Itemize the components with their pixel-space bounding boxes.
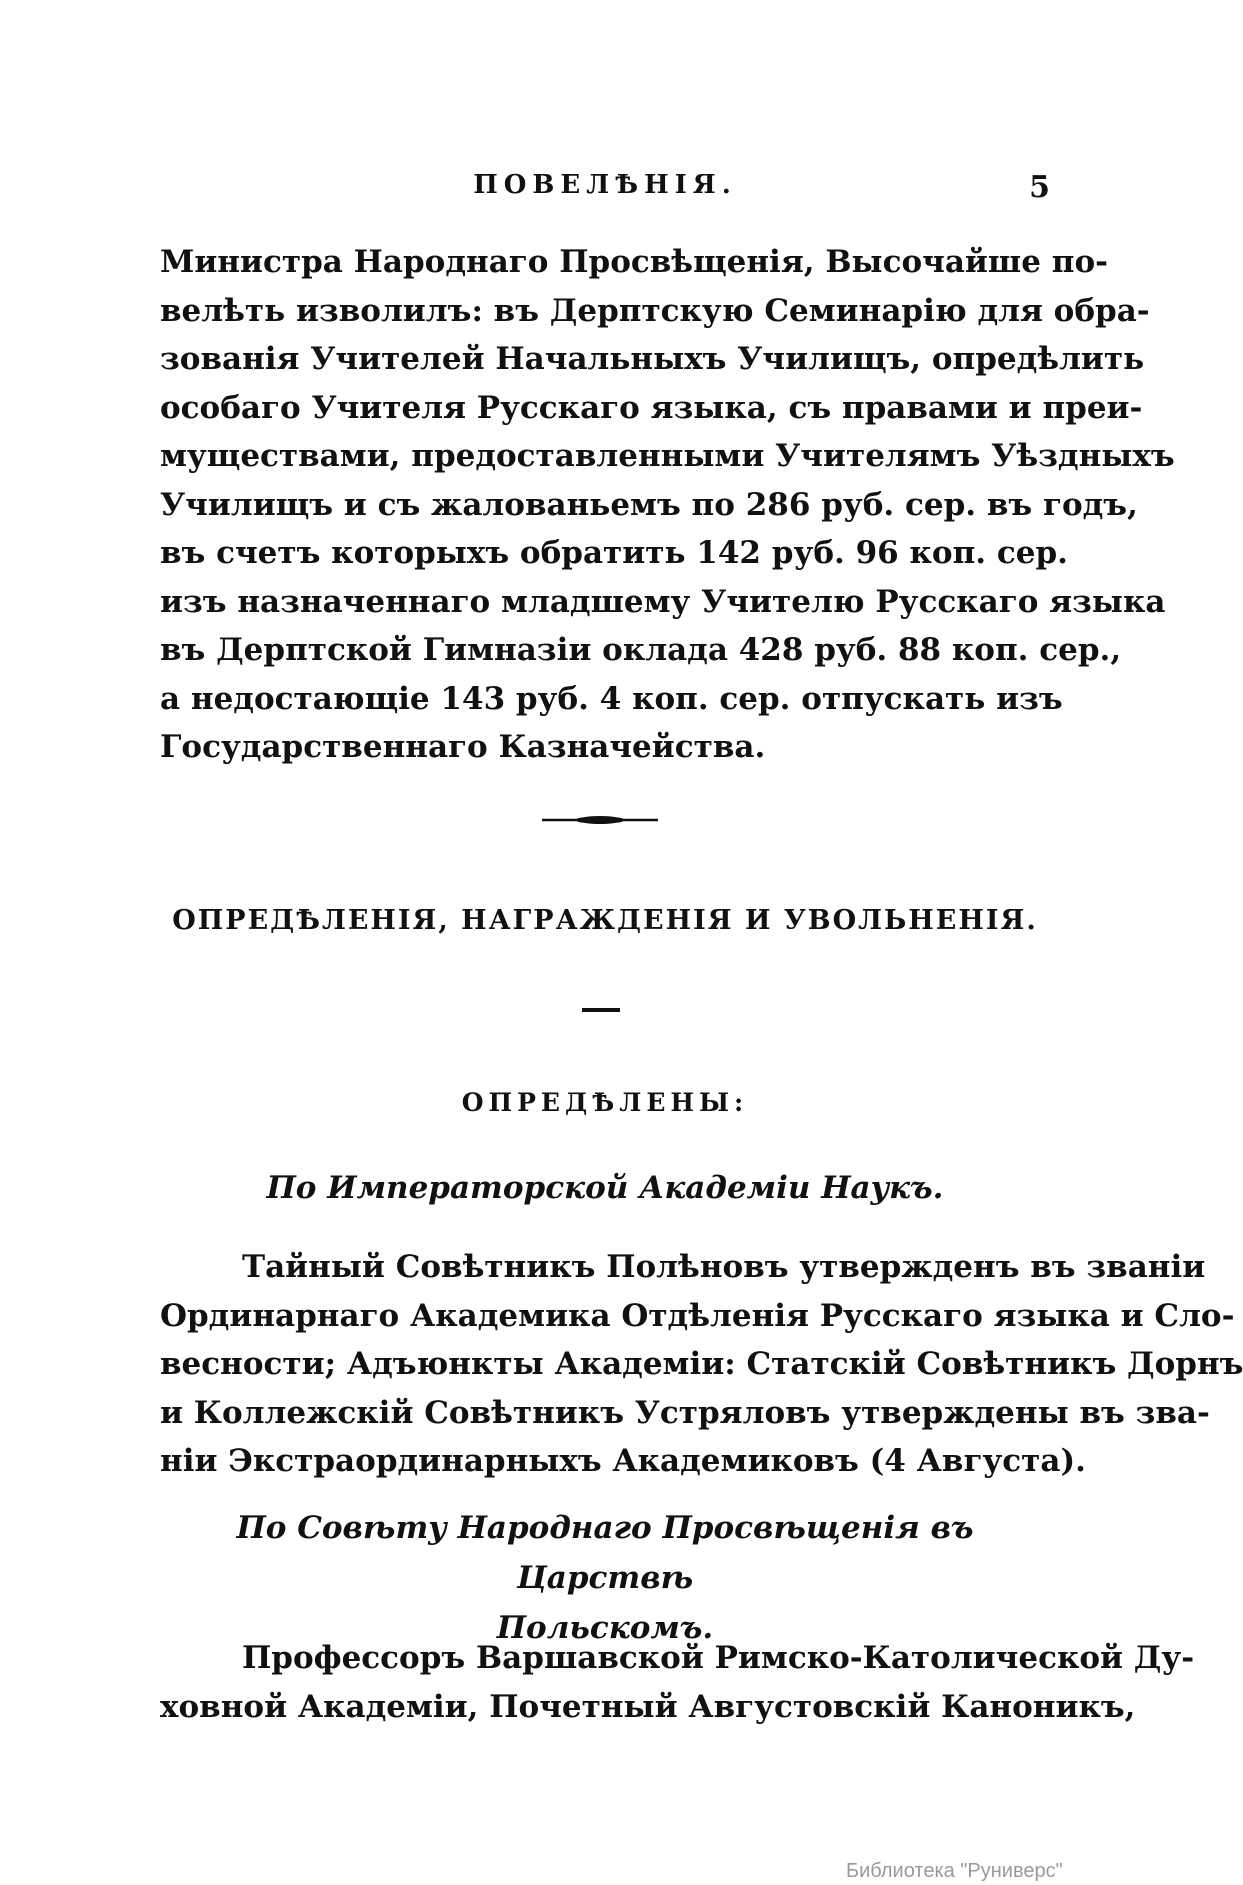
text-line: велѣть изволилъ: въ Дерптскую Семинарію для обра- xyxy=(160,292,1150,329)
text-line: Училищъ и съ жалованьемъ по 286 руб. сер. въ годъ, xyxy=(160,486,1138,523)
text-line: Профессоръ Варшавской Римско-Католической Ду- xyxy=(242,1640,1195,1676)
section-heading: ОПРЕДѢЛЕНІЯ, НАГРАЖДЕНІЯ И УВОЛЬНЕНІЯ. xyxy=(172,905,1038,936)
text-line: Министра Народнаго Просвѣщенія, Высочайше по- xyxy=(160,244,1108,280)
text-line: а недостающіе 143 руб. 4 коп. сер. отпускать изъ xyxy=(160,680,1063,717)
text-line: муществами, предоставленными Учителямъ Уѣздныхъ xyxy=(160,438,1175,474)
paragraph-council xyxy=(160,1634,1195,1731)
council-heading-line: Польскомъ. xyxy=(496,1610,714,1646)
academy-heading: По Императорской Академіи Наукъ. xyxy=(266,1170,944,1206)
running-title: ПОВЕЛѢНІЯ. xyxy=(473,170,737,200)
text-line: ховной Академіи, Почетный Августовскій Каноникъ, xyxy=(160,1688,1136,1725)
library-watermark: Библиотека "Руниверс" xyxy=(846,1860,1063,1882)
paragraph-academy xyxy=(160,1243,1243,1486)
council-heading xyxy=(160,1503,1050,1653)
text-line: въ Дерптской Гимназіи оклада 428 руб. 88 коп. сер., xyxy=(160,632,1122,668)
text-line: зованія Учителей Начальныхъ Училищъ, опредѣлить xyxy=(160,341,1145,377)
text-line: изъ назначеннаго младшему Учителю Русскаго языка xyxy=(160,583,1166,620)
text-line: особаго Учителя Русскаго языка, съ правами и преи- xyxy=(160,389,1143,426)
running-head xyxy=(160,170,1050,210)
subheading-appointed: ОПРЕДѢЛЕНЫ: xyxy=(461,1088,749,1117)
text-line: Ординарнаго Академика Отдѣленія Русскаго языка и Сло- xyxy=(160,1297,1235,1334)
ornament-divider-icon xyxy=(540,812,660,828)
paragraph-decree xyxy=(160,238,1175,772)
text-line: Тайный Совѣтникъ Полѣновъ утвержденъ въ званіи xyxy=(242,1249,1206,1285)
text-line: Государственнаго Казначейства. xyxy=(160,729,766,765)
council-heading-line: По Совѣту Народнаго Просвѣщенія въ Царствѣ xyxy=(236,1510,974,1596)
text-line: въ счетъ которыхъ обратить 142 руб. 96 коп. сер. xyxy=(160,535,1068,571)
text-line: и Коллежскій Совѣтникъ Устряловъ утверждены въ зва- xyxy=(160,1394,1210,1431)
short-rule-divider xyxy=(582,1008,620,1012)
text-line: весности; Адъюнкты Академіи: Статскій Совѣтникъ Дорнъ xyxy=(160,1346,1243,1382)
text-line: ніи Экстраординарныхъ Академиковъ (4 Августа). xyxy=(160,1443,1086,1479)
page-number: 5 xyxy=(1029,170,1050,205)
